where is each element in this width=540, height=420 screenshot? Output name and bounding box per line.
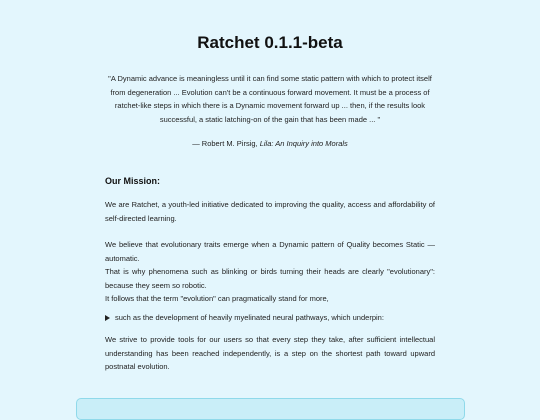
mission-paragraph-1: We are Ratchet, a youth-led initiative dedicated to improving the quality, access and affordability of self-directed learning. <box>105 200 435 223</box>
page-title: Ratchet 0.1.1-beta <box>197 33 343 52</box>
mission-paragraph-2-line-3: It follows that the term "evolution" can pragmatically stand for more, <box>105 294 329 303</box>
attribution-author: — Robert M. Pirsig, <box>192 139 260 148</box>
mission-paragraph-2-line-2: That is why phenomena such as blinking or birds turning their heads are clearly "evolutionary": because they seem so robotic. <box>105 267 435 290</box>
epigraph-quote: "A Dynamic advance is meaningless until it can find some static pattern with which to protect itself from degeneration ... Evolution can't be a continuous forward movement. It must be a process of ratchet-like steps in which there is a Dynamic movement forward up ... then, if the results look successful, a static latching-on of the gain that has been made ... " <box>108 74 432 124</box>
details-toggle[interactable] <box>105 311 435 325</box>
mission-paragraph-2-line-1: We believe that evolutionary traits emerge when a Dynamic pattern of Quality becomes Static — automatic. <box>105 240 435 263</box>
details-summary-text[interactable]: such as the development of heavily myelinated neural pathways, which underpin: <box>115 313 384 322</box>
mission-paragraph-2 <box>105 238 435 306</box>
quote-attribution <box>0 139 540 148</box>
disclosure-triangle-icon[interactable] <box>105 315 110 321</box>
mission-heading: Our Mission: <box>105 176 161 186</box>
mission-paragraph-3: We strive to provide tools for our users so that every step they take, after sufficient intellectual understanding has been reached independently, is a step on the shortest path toward upward postnatal evolution. <box>105 335 435 371</box>
bottom-card <box>76 398 465 420</box>
attribution-work: Lila: An Inquiry into Morals <box>259 139 348 148</box>
